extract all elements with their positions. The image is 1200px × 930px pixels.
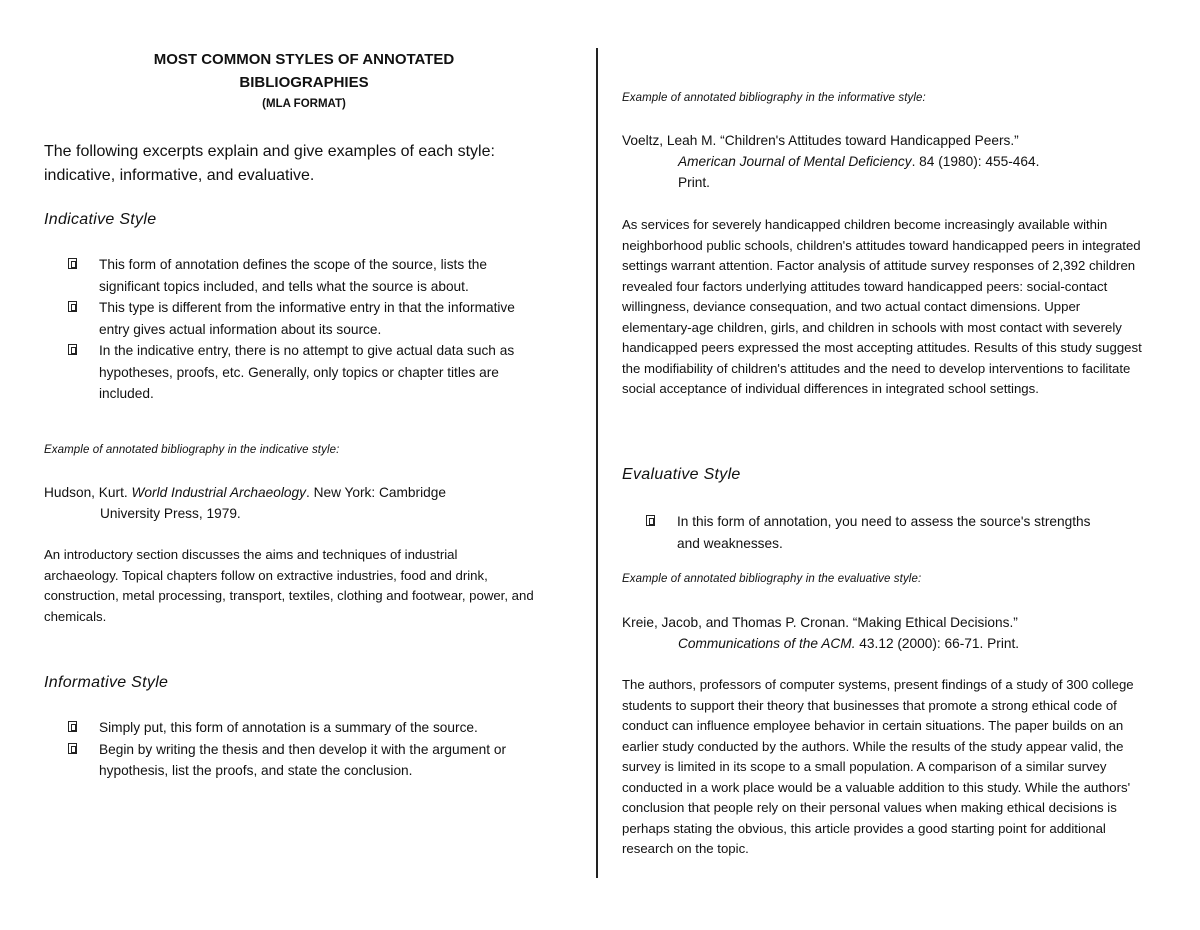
bullet-icon bbox=[68, 344, 77, 355]
informative-annotation: As services for severely handicapped children become increasingly available within neighborhood public schools, children's attitudes toward handicapped peers in integrated settings warrant attention. Factor analysis of attitude survey responses of 2,392 children revealed four factors underlying attitudes toward handicapped peers: social-contact willingness, deviance consequation, and two actual contact dimensions. Upper elementary-age children, girls, and children in schools with most contact with severely handicapped peers expressed the most accepting attitudes. Results of this study suggest the modifiability of children's attitudes and the need to develop interventions to facilitate social acceptance of individual differences in integrated school settings. bbox=[622, 217, 1142, 396]
informative-citation: Voeltz, Leah M. “Children's Attitudes toward Handicapped Peers.” American Journal of Mental Deficiency. 84 (1980): 455-464. Print. bbox=[622, 133, 1040, 190]
indicative-heading: Indicative Style bbox=[44, 211, 157, 228]
list-item: This form of annotation defines the scope of the source, lists the significant topics included, and tells what the source is about. bbox=[44, 254, 544, 297]
list-item: In this form of annotation, you need to assess the source's strengths and weaknesses. bbox=[622, 511, 1102, 554]
document-title-line2: BIBLIOGRAPHIES bbox=[239, 74, 369, 91]
list-item: Begin by writing the thesis and then develop it with the argument or hypothesis, list the proofs, and state the conclusion. bbox=[44, 739, 549, 782]
citation-title: World Industrial Archaeology bbox=[131, 485, 306, 500]
informative-bullet-list bbox=[44, 717, 549, 782]
list-item: In the indicative entry, there is no attempt to give actual data such as hypotheses, proofs, etc. Generally, only topics or chapter titles are included. bbox=[44, 340, 544, 405]
evaluative-example-label: Example of annotated bibliography in the evaluative style: bbox=[622, 573, 922, 585]
intro-paragraph: The following excerpts explain and give examples of each style: indicative, informative, and evaluative. bbox=[44, 143, 495, 184]
bullet-icon bbox=[646, 515, 655, 526]
evaluative-bullet-list bbox=[622, 511, 1102, 554]
document-title-line1: MOST COMMON STYLES OF ANNOTATED bbox=[153, 51, 455, 68]
indicative-example-label: Example of annotated bibliography in the indicative style: bbox=[44, 444, 340, 456]
indicative-annotation: An introductory section discusses the aims and techniques of industrial archaeology. Topical chapters follow on extractive industries, food and drink, construction, metal processing, transport, textiles, clothing and footwear, power, and chemicals. bbox=[44, 547, 534, 624]
bullet-icon bbox=[68, 258, 77, 269]
indicative-citation: Hudson, Kurt. World Industrial Archaeology. New York: Cambridge University Press, 1979. bbox=[44, 485, 446, 521]
bullet-icon bbox=[68, 721, 77, 732]
evaluative-annotation: The authors, professors of computer systems, present findings of a study of 300 college students to support their theory that businesses that promote a strong ethical code of conduct can influence employee behavior in certain situations. The paper builds on an earlier study conducted by the authors. While the results of the study appear valid, the survey is limited in its scope to a small population. A comparison of a similar survey conducted in a work place would be a valuable addition to this study. While the authors' conclusion that people rely on their personal values when making ethical decisions is perhaps stating the obvious, this article provides a good starting point for additional research on the topic. bbox=[622, 677, 1134, 856]
list-item: This type is different from the informative entry in that the informative entry gives actual information about its source. bbox=[44, 297, 544, 340]
citation-journal: American Journal of Mental Deficiency bbox=[678, 154, 912, 169]
bullet-icon bbox=[68, 301, 77, 312]
list-item: Simply put, this form of annotation is a summary of the source. bbox=[44, 717, 549, 739]
indicative-bullet-list bbox=[44, 254, 544, 405]
citation-journal: Communications of the ACM. bbox=[678, 636, 856, 651]
evaluative-heading: Evaluative Style bbox=[622, 466, 741, 483]
document-subtitle: (MLA FORMAT) bbox=[262, 98, 346, 110]
column-divider bbox=[596, 48, 598, 878]
informative-heading: Informative Style bbox=[44, 674, 169, 691]
evaluative-citation: Kreie, Jacob, and Thomas P. Cronan. “Making Ethical Decisions.” Communications of the ACM. 43.12 (2000): 66-71. Print. bbox=[622, 615, 1020, 651]
bullet-icon bbox=[68, 743, 77, 754]
informative-example-label: Example of annotated bibliography in the informative style: bbox=[622, 92, 926, 104]
